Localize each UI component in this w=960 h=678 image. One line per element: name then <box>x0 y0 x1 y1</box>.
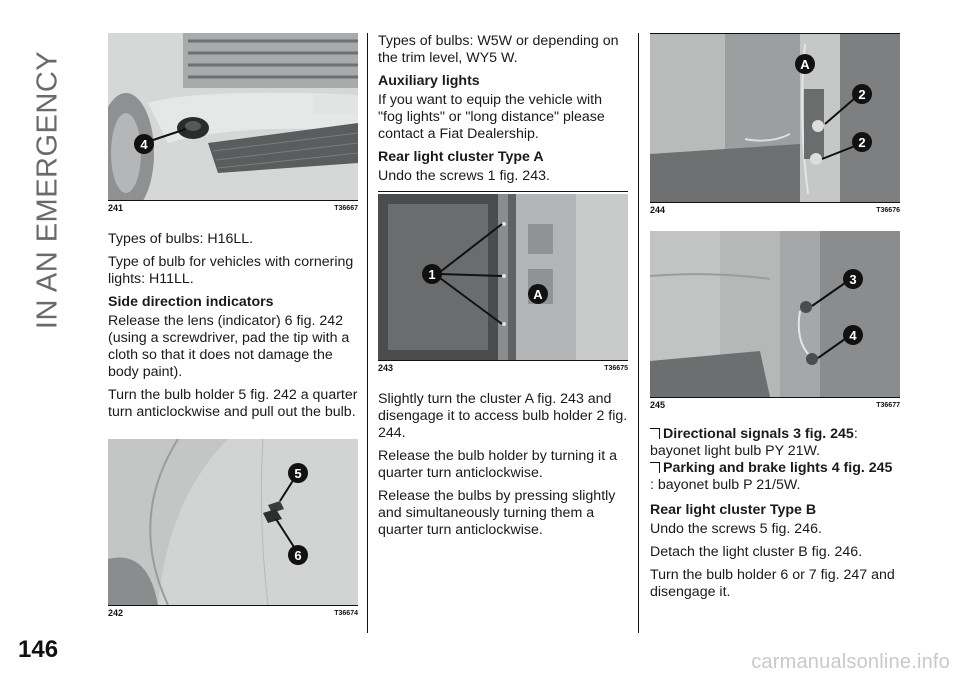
figure-number: 245 <box>650 400 666 410</box>
figure-243-image <box>378 194 628 360</box>
figure-244 <box>650 33 900 215</box>
figure-242-image <box>108 439 358 605</box>
paragraph: Turn the bulb holder 6 or 7 fig. 247 and disengage it. <box>650 567 895 600</box>
paragraph: Undo the screws 1 fig. 243. <box>378 168 550 184</box>
bullet-item <box>650 426 900 460</box>
paragraph: Release the bulb holder by turning it a quarter turn anticlockwise. <box>378 448 617 481</box>
column-divider <box>638 33 639 633</box>
callout-A: A <box>533 287 543 302</box>
bracket-icon <box>650 462 660 473</box>
figure-number: 242 <box>108 608 124 618</box>
bumper-fog-light-illustration <box>108 33 358 200</box>
section-heading: Side direction indicators <box>108 294 274 310</box>
callout-5: 5 <box>294 466 302 481</box>
paragraph: If you want to equip the vehicle with "fog lights" or "long distance" please contact a Fiat Dealership. <box>378 92 605 142</box>
paragraph: Types of bulbs: W5W or depending on the trim level, WY5 W. <box>378 33 619 66</box>
bullet-title: Directional signals 3 fig. 245 <box>663 426 854 442</box>
watermark: carmanualsonline.info <box>751 651 950 673</box>
paragraph: Release the lens (indicator) 6 fig. 242 (using a screwdriver, pad the tip with a cloth so that it does not damage the body paint). <box>108 313 350 380</box>
bullet-text: : bayonet bulb P 21/5W. <box>650 477 801 493</box>
section-heading: Auxiliary lights <box>378 73 480 89</box>
figure-caption <box>650 202 900 215</box>
paragraph: Types of bulbs: H16LL. <box>108 231 254 247</box>
bullet-title: Parking and brake lights 4 fig. 245 <box>663 460 893 476</box>
paragraph: Turn the bulb holder 5 fig. 242 a quarter turn anticlockwise and pull out the bulb. <box>108 387 358 420</box>
rear-light-cluster-illustration <box>378 194 628 360</box>
figure-244-image <box>650 34 900 202</box>
paragraph: Detach the light cluster B fig. 246. <box>650 544 863 560</box>
bullet-item <box>650 460 900 494</box>
section-heading: Rear light cluster Type A <box>378 149 544 165</box>
callout-4: 4 <box>140 137 148 152</box>
figure-245-image <box>650 231 900 397</box>
figure-caption <box>108 605 358 618</box>
figure-code: T36677 <box>876 401 900 409</box>
figure-241 <box>108 33 358 213</box>
side-indicator-illustration <box>108 439 358 605</box>
page-number: 146 <box>18 636 59 663</box>
paragraph: Slightly turn the cluster A fig. 243 and disengage it to access bulb holder 2 fig. 244. <box>378 391 628 441</box>
figure-242 <box>108 439 358 618</box>
figure-code: T36667 <box>334 204 358 212</box>
figure-245 <box>650 231 900 410</box>
callout-6: 6 <box>294 548 302 563</box>
callout-1: 1 <box>428 267 436 282</box>
column-3 <box>650 33 900 607</box>
bracket-icon <box>650 428 660 439</box>
column-divider <box>367 33 368 633</box>
figure-number: 241 <box>108 203 124 213</box>
callout-A: A <box>800 57 810 72</box>
callout-3: 3 <box>849 272 857 287</box>
column-1 <box>108 33 358 618</box>
column-2 <box>378 33 628 545</box>
figure-number: 243 <box>378 363 394 373</box>
bulb-holder-illustration <box>650 34 900 202</box>
figure-243 <box>378 191 628 373</box>
figure-code: T36674 <box>334 609 358 617</box>
section-heading: Rear light cluster Type B <box>650 502 817 518</box>
bulbs-illustration <box>650 231 900 397</box>
figure-code: T36675 <box>604 364 628 372</box>
callout-2: 2 <box>858 87 866 102</box>
figure-number: 244 <box>650 205 666 215</box>
paragraph: Undo the screws 5 fig. 246. <box>650 521 822 537</box>
callout-2: 2 <box>858 135 866 150</box>
bullet-text: : bayonet light bulb PY 21W. <box>650 426 858 459</box>
paragraph: Release the bulbs by pressing slightly and simultaneously turning them a quarter turn anticlockwise. <box>378 488 616 538</box>
figure-caption <box>650 397 900 410</box>
figure-caption <box>108 200 358 213</box>
figure-caption <box>378 360 628 373</box>
figure-code: T36676 <box>876 206 900 214</box>
section-title: IN AN EMERGENCY <box>31 50 64 330</box>
figure-241-image <box>108 33 358 200</box>
callout-4: 4 <box>849 328 857 343</box>
paragraph: Type of bulb for vehicles with cornering lights: H11LL. <box>108 254 354 287</box>
